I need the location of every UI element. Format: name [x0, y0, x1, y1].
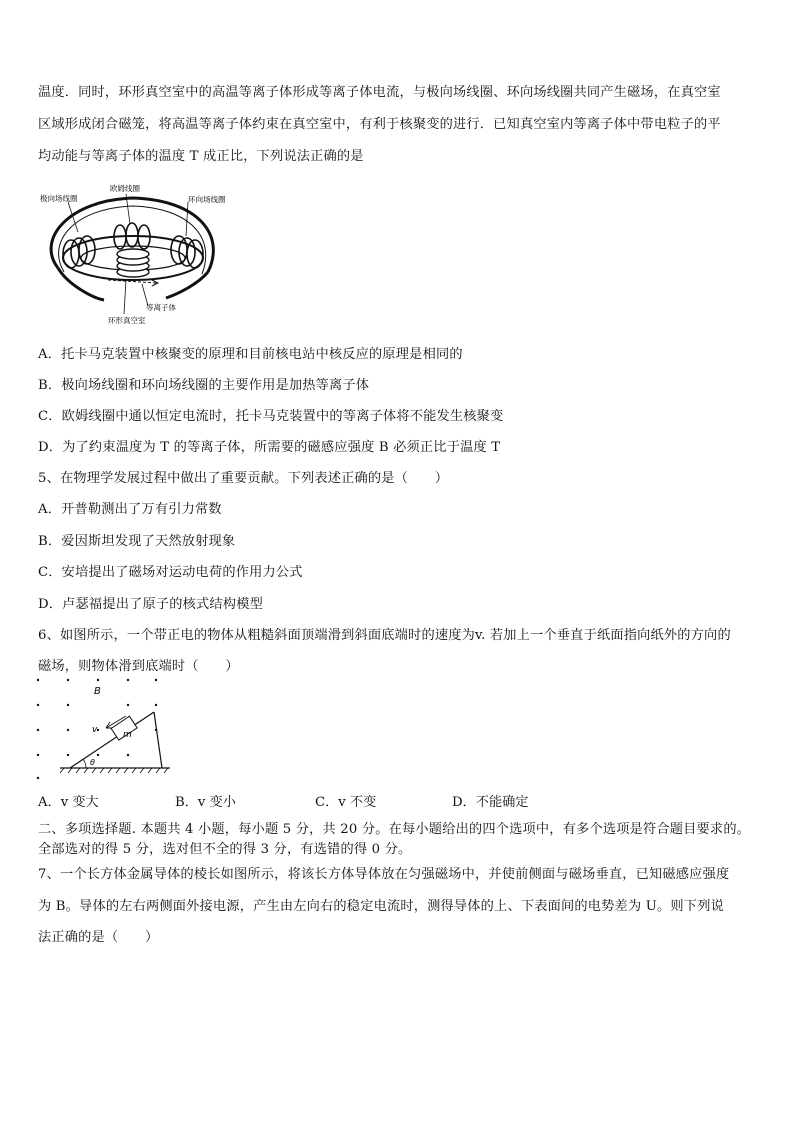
label-v: v	[92, 725, 98, 735]
q7-line-3: 法正确的是（ ）	[38, 930, 159, 945]
q5-stem: 5、在物理学发展过程中做出了重要贡献。下列表述正确的是（ ）	[38, 471, 449, 486]
q7-line-1: 7、一个长方体金属导体的棱长如图所示，将该长方体导体放在匀强磁场中，并使前侧面与磁场垂直，已知磁感应强度	[38, 867, 730, 882]
label-B: B	[94, 686, 101, 697]
q6-stem-line-1: 6、如图所示，一个带正电的物体从粗糙斜面顶端滑到斜面底端时的速度为v. 若加上一个垂直于纸面指向纸外的方向的	[38, 628, 731, 643]
label-poloidal-coil: 极向场线圈	[40, 194, 78, 203]
label-vacuum-chamber: 环形真空室	[108, 316, 146, 325]
intro-line-1: 温度．同时，环形真空室中的高温等离子体形成等离子体电流，与极向场线圈、环向场线圈共同产生磁场，在真空室	[38, 85, 721, 100]
section2-line-2: 全部选对的得 5 分，选对但不全的得 3 分，有选错的得 0 分。	[38, 842, 412, 857]
label-theta: θ	[90, 758, 95, 767]
q6-option-a: A．v 变大	[38, 795, 99, 810]
q4-option-a: A．托卡马克装置中核聚变的原理和目前核电站中核反应的原理是相同的	[38, 347, 463, 362]
q4-option-b: B．极向场线圈和环向场线圈的主要作用是加热等离子体	[38, 378, 370, 393]
q4-option-c: C．欧姆线圈中通以恒定电流时，托卡马克装置中的等离子体将不能发生核聚变	[38, 409, 504, 424]
incline-figure	[30, 672, 180, 784]
label-plasma: 等离子体	[146, 303, 176, 312]
q6-option-d: D．不能确定	[452, 795, 529, 810]
label-m: m	[123, 730, 132, 740]
intro-line-3: 均动能与等离子体的温度 T 成正比，下列说法正确的是	[38, 149, 364, 164]
q7-line-2: 为 B。导体的左右两侧面外接电源，产生由左向右的稳定电流时，测得导体的上、下表面间的电势差为 U。则下列说	[38, 899, 724, 914]
q6-stem-line-2: 磁场，则物体滑到底端时（ ）	[38, 659, 239, 674]
q6-option-b: B．v 变小	[175, 795, 236, 810]
label-ohmic-coil: 欧姆线圈	[110, 184, 140, 193]
label-toroidal-coil: 环向场线圈	[188, 195, 226, 204]
q6-option-c: C．v 不变	[315, 795, 377, 810]
q5-option-b: B．爱因斯坦发现了天然放射现象	[38, 534, 236, 549]
q4-option-d: D．为了约束温度为 T 的等离子体，所需要的磁感应强度 B 必须正比于温度 T	[38, 440, 501, 455]
q5-option-d: D．卢瑟福提出了原子的核式结构模型	[38, 597, 263, 612]
q5-option-a: A．开普勒测出了万有引力常数	[38, 502, 222, 517]
intro-line-2: 区域形成闭合磁笼，将高温等离子体约束在真空室中，有利于核聚变的进行．已知真空室内等离子体中带电粒子的平	[38, 117, 721, 132]
section2-line-1: 二、多项选择题. 本题共 4 小题，每小题 5 分，共 20 分。在每小题给出的四个选项中，有多个选项是符合题目要求的。	[38, 822, 751, 837]
tokamak-figure	[38, 180, 228, 325]
q5-option-c: C．安培提出了磁场对运动电荷的作用力公式	[38, 565, 303, 580]
